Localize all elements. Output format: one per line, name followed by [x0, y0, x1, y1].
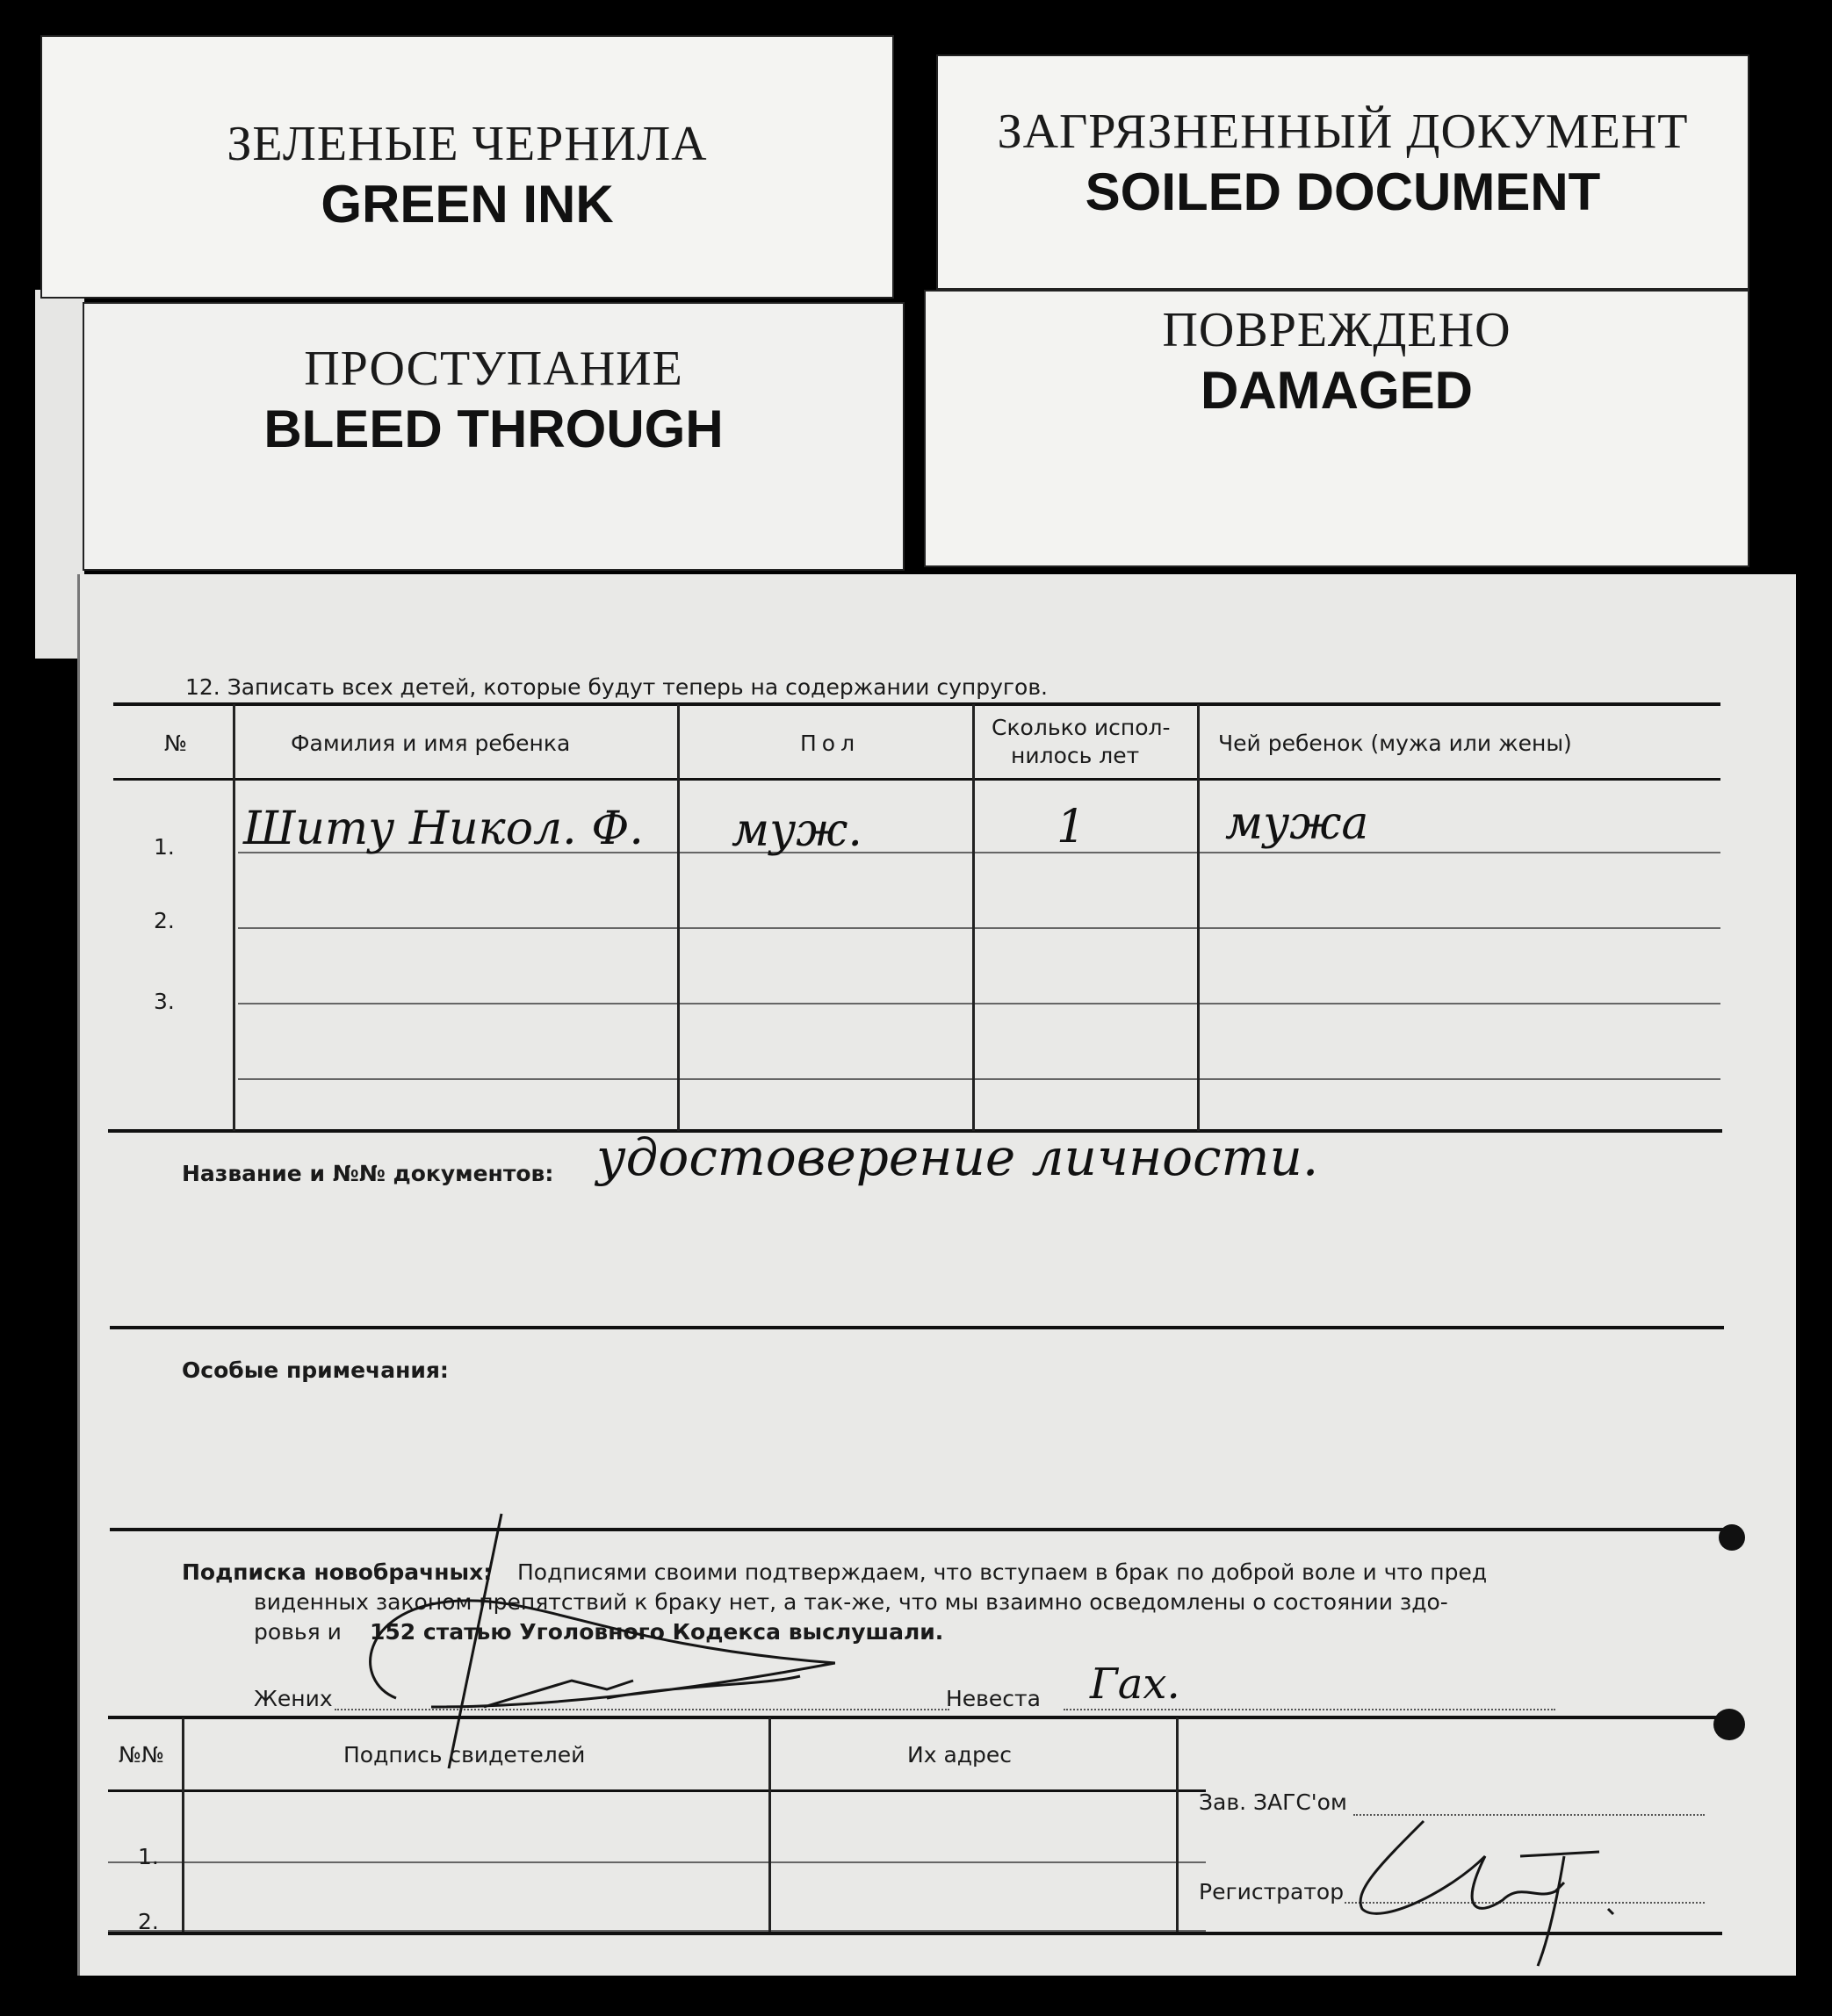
label-card-bleed-through	[83, 302, 905, 571]
witness-row-rule	[108, 1861, 1206, 1863]
child-age-handwritten: 1	[1057, 801, 1086, 853]
table-top-rule	[113, 702, 1720, 706]
child-whose-handwritten: мужа	[1225, 797, 1369, 850]
registrar-signature	[1345, 1804, 1634, 1970]
marriage-record-form	[77, 574, 1796, 1976]
witness-table-top-rule	[108, 1716, 1722, 1719]
table-header-rule	[113, 778, 1720, 781]
documents-value-handwritten: удостоверение личности.	[596, 1127, 1319, 1187]
remarks-label: Особые примечания:	[182, 1357, 449, 1383]
witness-column-divider	[768, 1717, 771, 1932]
witness-col-signature: Подпись свидетелей	[343, 1742, 586, 1768]
label-card-soiled-document	[936, 54, 1749, 290]
card-label-ru: ПРОСТУПАНИЕ	[304, 342, 683, 396]
row-number: 2.	[154, 908, 175, 933]
table-column-divider	[233, 704, 235, 1131]
col-header-age-line2: нилось лет	[1011, 743, 1140, 768]
punch-hole	[1719, 1524, 1745, 1551]
card-label-ru: ЗЕЛЕНЫЕ ЧЕРНИЛА	[227, 117, 708, 171]
row-number: 1.	[154, 834, 175, 860]
row-rule	[238, 1078, 1720, 1080]
card-label-en: GREEN INK	[321, 175, 614, 234]
witness-header-rule	[108, 1789, 1206, 1792]
zags-head-label: Зав. ЗАГС'ом	[1199, 1789, 1347, 1815]
card-label-en: DAMAGED	[1201, 361, 1473, 420]
card-label-en: BLEED THROUGH	[263, 400, 724, 458]
documents-label: Название и №№ документов:	[182, 1161, 554, 1186]
col-header-whose-child: Чей ребенок (мужа или жены)	[1218, 731, 1572, 756]
bride-signature-line	[1064, 1709, 1555, 1710]
col-header-sex: Пол	[800, 731, 861, 756]
witness-column-divider	[182, 1717, 184, 1932]
row-rule	[238, 927, 1720, 929]
witness-col-number: №№	[119, 1742, 165, 1768]
child-name-handwritten: Шиту Никол. Ф.	[243, 803, 644, 855]
pledge-text-line2: виденных законом препятствий к браку нет, а так-же, что мы взаимно осведомлены о состоянии здо-	[254, 1589, 1448, 1615]
pledge-label: Подписка новобрачных:	[182, 1559, 493, 1585]
pledge-text-line3-start: ровья и	[254, 1619, 342, 1645]
witness-row-number: 2.	[138, 1909, 159, 1934]
card-label-en: SOILED DOCUMENT	[1085, 162, 1601, 221]
documents-bottom-rule	[110, 1326, 1724, 1329]
table-column-divider	[1197, 704, 1200, 1131]
witness-row-number: 1.	[138, 1844, 159, 1869]
section-title: 12. Записать всех детей, которые будут теперь на содержании супругов.	[185, 674, 1048, 700]
table-column-divider	[677, 704, 680, 1131]
col-header-child-name: Фамилия и имя ребенка	[291, 731, 571, 756]
witness-col-address: Их адрес	[907, 1742, 1013, 1768]
pledge-text-line3-bold: 152 статью Уголовного Кодекса выслушали.	[370, 1619, 944, 1645]
groom-label: Жених	[254, 1686, 333, 1711]
punch-hole	[1713, 1709, 1745, 1740]
card-label-ru: ПОВРЕЖДЕНО	[1162, 303, 1511, 357]
bride-label: Невеста	[946, 1686, 1041, 1711]
col-header-age-line1: Сколько испол-	[992, 715, 1171, 740]
bride-signature: Гах.	[1090, 1660, 1180, 1709]
card-label-ru: ЗАГРЯЗНЕННЫЙ ДОКУМЕНТ	[997, 104, 1689, 159]
pledge-text-line1: Подписями своими подтверждаем, что вступаем в брак по доброй воле и что пред	[517, 1559, 1488, 1585]
label-card-damaged	[924, 290, 1749, 567]
label-card-green-ink	[40, 35, 894, 299]
child-sex-handwritten: муж.	[732, 804, 862, 857]
table-column-divider	[972, 704, 975, 1131]
col-header-number: №	[164, 731, 188, 756]
witness-column-divider	[1176, 1717, 1179, 1932]
row-rule	[238, 1003, 1720, 1004]
registrar-label: Регистратор	[1199, 1879, 1345, 1904]
row-number: 3.	[154, 989, 175, 1014]
